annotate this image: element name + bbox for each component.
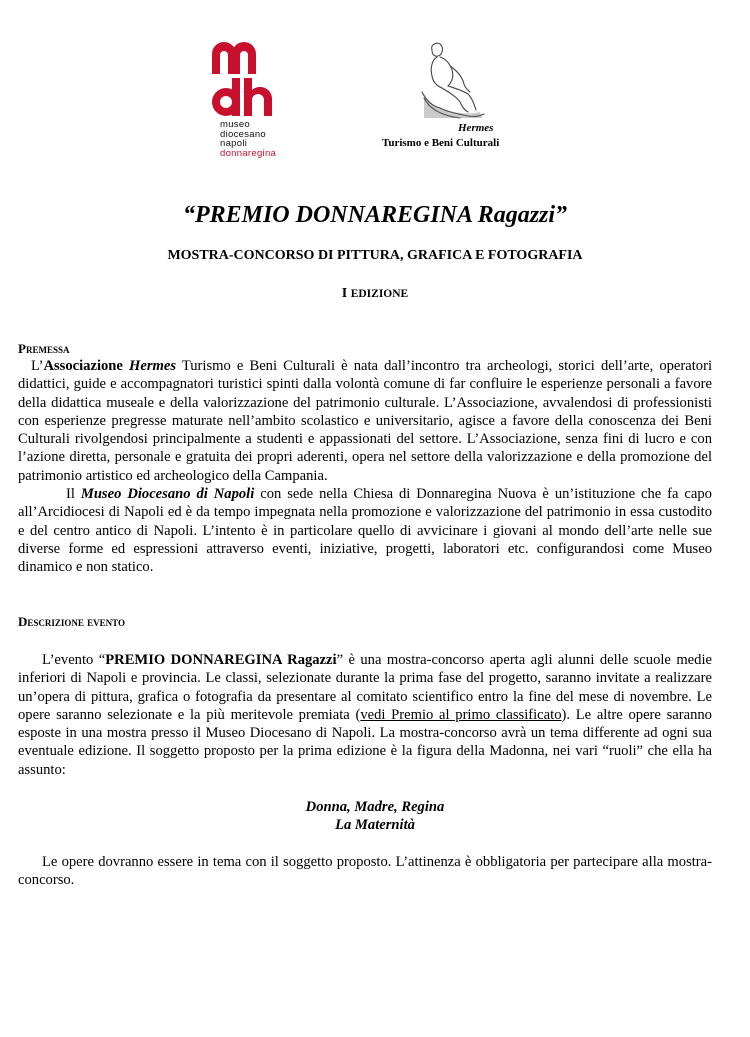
descrizione-section (18, 651, 712, 779)
museo-logo-line-1: museo (220, 119, 251, 130)
d1-pre: L’evento “ (42, 652, 106, 668)
edition-word: EDIZIONE (350, 288, 409, 300)
premessa-section (18, 357, 712, 577)
museo-logo-line-2: diocesano (220, 128, 267, 140)
p2-pre: Il (66, 486, 81, 503)
museo-logo-line-4: donnaregina (220, 147, 277, 159)
descrizione-final-section (18, 853, 712, 890)
descrizione-heading: Descrizione evento (18, 614, 126, 629)
d1-rest: ). Le altre opere saranno esposte in una mostra presso il Museo Diocesano di Napoli. La mostra-concorso avrà un tema differente ad ogni sua eventuale edizione. Il soggetto proposto per la prima edizione è la figura della Madonna, nei vari “ruoli” che ella ha assunto: (18, 706, 712, 778)
premessa-paragraph-2 (18, 485, 712, 576)
hermes-logo-subtitle: Turismo e Beni Culturali (382, 137, 500, 149)
descrizione-paragraph-2: Le opere dovranno essere in tema con il soggetto proposto. L’attinenza è obbligatoria per partecipare alla mostra-concorso. (18, 854, 712, 889)
premessa-paragraph-1 (18, 357, 712, 485)
associazione-bold: Associazione (43, 358, 123, 374)
document-title: “PREMIO DONNAREGINA Ragazzi” (182, 202, 568, 228)
theme-line-2: La Maternità (335, 817, 415, 833)
museo-monogram-icon (210, 40, 274, 118)
edition-label (0, 286, 750, 302)
d1-mid: ” è una mostra-concorso aperta agli alunni delle scuole medie inferiori di Napoli e provincia. Le classi, selezionate durante la prima fase del progetto, saranno invitate a realizzare un’opera di pittura, grafica o fotografia da presentare al comitato scientifico entro la fine del mese di novembre. Le opere saranno selezionate e la più meritevole premiata ( (18, 652, 712, 723)
hermes-bold-italic: Hermes (129, 358, 177, 374)
premio-link[interactable]: vedi Premio al primo classificato (360, 706, 562, 723)
edition-numeral: I (341, 286, 348, 301)
premio-bold: PREMIO DONNAREGINA Ragazzi (105, 652, 337, 668)
descrizione-paragraph-1 (18, 651, 712, 779)
hermes-logo (370, 40, 530, 155)
p2-rest: con sede nella Chiesa di Donnaregina Nuova è un’istituzione che fa capo all’Arcidiocesi di Napoli ed è da tempo impegnata nella promozione e valorizzazione del patrimonio in essa custodito e del centro antico di Napoli. L’intento è in particolare quello di avvicinare i giovani al mondo dell’arte nelle sue diverse forme ed espressioni attraverso eventi, iniziative, progetti, laboratori etc. configurandosi come Museo dinamico e non statico. (18, 486, 712, 576)
document-subtitle: MOSTRA-CONCORSO DI PITTURA, GRAFICA E FOTOGRAFIA (167, 248, 583, 263)
p1-rest: Turismo e Beni Culturali è nata dall’incontro tra archeologi, storici dell’arte, operatori didattici, guide e accompagnatori turistici spinti dalla volontà comune di far confluire le esperienze personali a favore della didattica museale e della valorizzazione del patrimonio culturale. L’Associazione, avvalendosi di professionisti con esperienze pregresse maturate nell’ambito scolastico e universitario, agisce a favore della conoscenza dei Beni Culturali rivolgendosi principalmente a studenti e appassionati del settore. L’Associazione, senza fini di lucro e con l’azione diretta, personale e gratuita dei propri aderenti, opera nel settore della valorizzazione e della promozione del patrimonio artistico ed archeologico della Campania. (18, 358, 712, 484)
theme-line-1: Donna, Madre, Regina (305, 799, 445, 815)
museo-diocesano-logo (208, 40, 288, 159)
hermes-logo-name: Hermes (458, 122, 494, 134)
hermes-statue-icon (410, 40, 490, 122)
museo-logo-line-3: napoli (220, 138, 248, 149)
theme-block (0, 798, 750, 834)
p1-pre: L’ (31, 358, 44, 374)
premessa-heading: Premessa (18, 341, 70, 356)
museo-bold-italic: Museo Diocesano di Napoli (80, 486, 255, 503)
